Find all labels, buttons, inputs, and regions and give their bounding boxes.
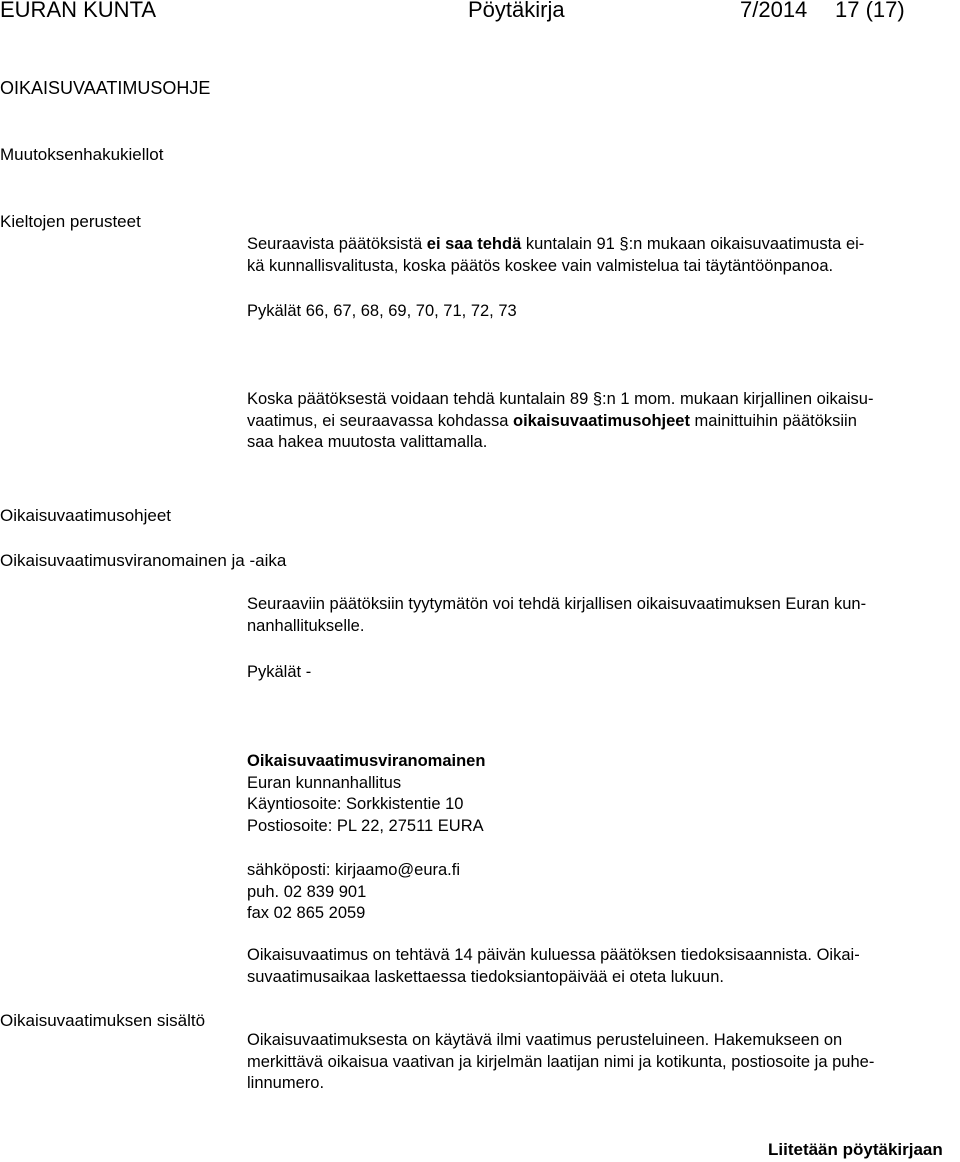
section-oikaisuvaatimusohjeet: Oikaisuvaatimusohjeet [0,506,172,525]
contact-phone: puh. 02 839 901 [247,882,367,901]
authority-block [247,751,953,837]
ohjeet-paragraph: Seuraaviin päätöksiin tyytymätön voi tehdä kirjallisen oikaisuvaatimuksen Euran kun- nanhallitukselle. [247,595,867,635]
contact-email: sähköposti: kirjaamo@eura.fi [247,861,461,879]
authority-name: Euran kunnanhallitus [247,773,402,792]
authority-title: Oikaisuvaatimusviranomainen [247,752,486,770]
header-doc-type: Pöytäkirja [468,0,565,22]
footer-note: Liitetään pöytäkirjaan [768,1140,943,1159]
header-page: 17 (17) [835,0,905,22]
authority-post-address: Postiosoite: PL 22, 27511 EURA [247,816,484,835]
ohjeet-pykalat: Pykälät - [247,663,312,681]
kieltojen-pykalat: Pykälät 66, 67, 68, 69, 70, 71, 72, 73 [247,302,517,320]
kieltojen-paragraph: Seuraavista päätöksistä ei saa tehdä kuntalain 91 §:n mukaan oikaisuvaatimusta ei- kä kunnallisvalitusta, koska päätös koskee vain valmistelua tai täytäntöönpanoa. [247,235,865,275]
contact-fax: fax 02 865 2059 [247,904,366,922]
section-kieltojen-perusteet: Kieltojen perusteet [0,212,141,231]
header-org: EURAN KUNTA [0,0,157,22]
header-doc-number: 7/2014 [740,0,808,22]
page-title: OIKAISUVAATIMUSOHJE [0,78,211,98]
subsection-viranomainen-aika: Oikaisuvaatimusviranomainen ja -aika [0,551,287,570]
valitus-paragraph: Koska päätöksestä voidaan tehdä kuntalain 89 §:n 1 mom. mukaan kirjallinen oikaisu- vaatimus, ei seuraavassa kohdassa oikaisuvaatimusohjeet mainittuihin päätöksiin saa hakea muutosta valittamalla. [247,390,874,451]
deadline-paragraph: Oikaisuvaatimus on tehtävä 14 päivän kuluessa päätöksen tiedoksisaannista. Oikai- suvaatimusaikaa laskettaessa tiedoksiantopäivää ei oteta lukuun. [247,946,860,986]
sisalto-paragraph: Oikaisuvaatimuksesta on käytävä ilmi vaatimus perusteluineen. Hakemukseen on merkittävä oikaisua vaativan ja kirjelmän laatijan nimi ja kotikunta, postiosoite ja puhe- linnumero. [247,1031,875,1092]
subsection-sisalto: Oikaisuvaatimuksen sisältö [0,1011,206,1030]
section-muutoksenhakukiellot: Muutoksenhakukiellot [0,145,164,164]
contact-block [247,860,953,925]
authority-visit-address: Käyntiosoite: Sorkkistentie 10 [247,795,464,813]
